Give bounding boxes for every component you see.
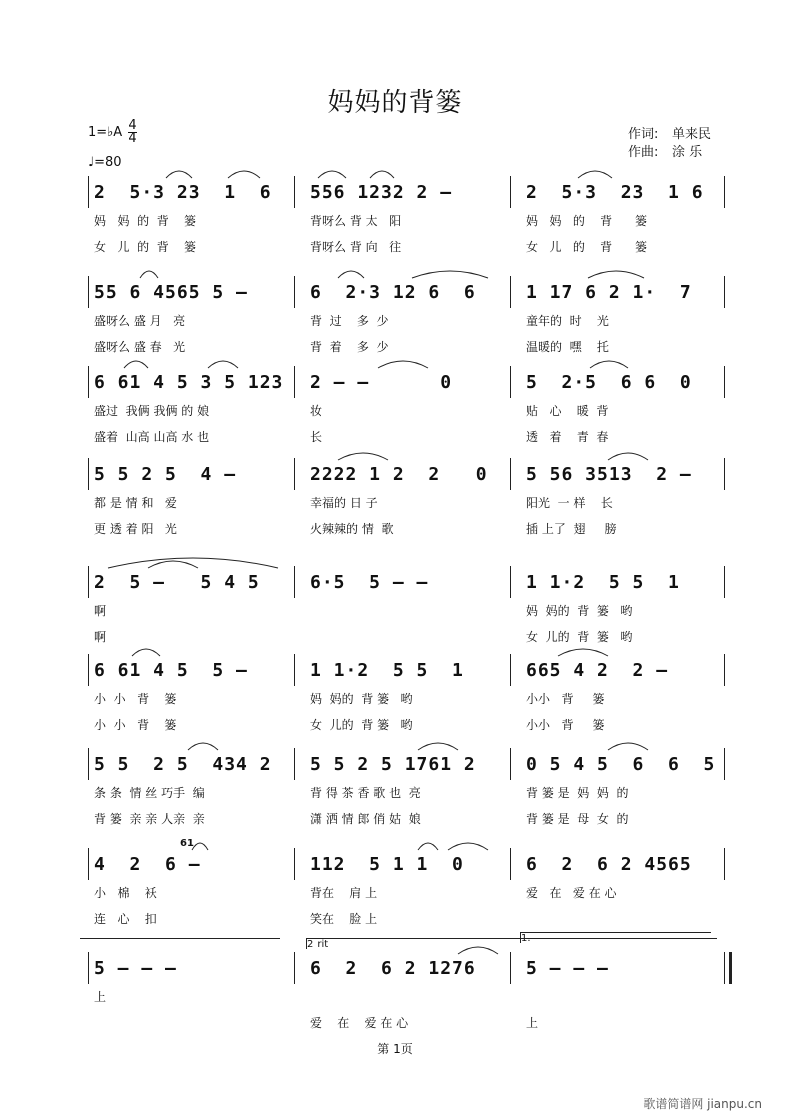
lyric-segment: 背 过 多 少 xyxy=(310,314,389,328)
lyric-segment: 贴 心 暖 背 xyxy=(526,404,609,418)
lyric-segment: 都 是 情 和 爱 xyxy=(94,496,177,510)
lyric-segment: 插 上了 翅 膀 xyxy=(526,522,617,536)
lyric-segment: 小小 背 篓 xyxy=(526,718,605,732)
lyricist: 单来民 xyxy=(672,127,712,142)
lyric-segment: 背在 肩 上 xyxy=(310,886,378,900)
measure-notes: 6 2 6 2 4565 xyxy=(526,854,692,875)
lyric-segment: 火辣辣的 情 歌 xyxy=(310,522,394,536)
slur-arcs xyxy=(88,636,728,660)
page-number: 第 1页 xyxy=(377,1042,413,1056)
time-bottom: 4 xyxy=(128,131,137,146)
lyric-segment: 背呀么 背 向 往 xyxy=(310,240,402,254)
key-signature xyxy=(88,120,137,145)
lyric-segment: 小小 背 篓 xyxy=(526,692,605,706)
lyric-segment: 盛呀么 盛 月 亮 xyxy=(94,314,186,328)
lyric-segment: 妈 妈的 背 篓 哟 xyxy=(310,692,413,706)
lyric-segment: 小 小 背 篓 xyxy=(94,718,177,732)
time-top: 4 xyxy=(128,118,137,133)
volta-2-number: 2 xyxy=(307,939,314,950)
lyric-segment: 背 篓 是 妈 妈 的 xyxy=(526,786,629,800)
notes-row xyxy=(88,748,728,780)
lyric-segment: 女 儿的 背 篓 哟 xyxy=(526,630,633,644)
measure-notes: 2 5·3 23 1 6 xyxy=(526,182,704,203)
credits xyxy=(628,126,711,162)
lyric-segment: 阳光 一 样 长 xyxy=(526,496,613,510)
lyric-segment: 盛呀么 盛 春 光 xyxy=(94,340,186,354)
lyric-segment: 女 儿 的 背 篓 xyxy=(94,240,196,254)
tempo-mark: ♩=80 xyxy=(88,155,122,170)
lyric-segment: 盛着 山高 山高 水 也 xyxy=(94,430,210,444)
lyric-segment: 小 小 背 篓 xyxy=(94,692,177,706)
lyric-segment: 背 得 茶 香 歌 也 亮 xyxy=(310,786,421,800)
lyric-segment: 妈 妈 的 背 篓 xyxy=(526,214,648,228)
measure-notes: 5 2·5 6 6 0 xyxy=(526,372,692,393)
lyric-segment: 上 xyxy=(94,990,107,1004)
lyric-segment: 背 着 多 少 xyxy=(310,340,389,354)
lyric-segment: 透 着 青 春 xyxy=(526,430,609,444)
lyric-segment: 潇 洒 情 郎 俏 姑 娘 xyxy=(310,812,421,826)
grace-note: 61 xyxy=(180,838,194,849)
measure-notes: 665 4 2 2 — xyxy=(526,660,669,681)
lyric-segment: 更 透 着 阳 光 xyxy=(94,522,177,536)
lyric-segment: 上 xyxy=(526,1016,539,1030)
lyric-segment: 笑在 脸 上 xyxy=(310,912,378,926)
lyric-segment: 幸福的 日 子 xyxy=(310,496,378,510)
measure-notes: 2 5 — 5 4 5 xyxy=(94,572,260,593)
lyric-segment: 爱 在 爱 在 心 xyxy=(310,1016,409,1030)
measure-notes: 2 5·3 23 1 6 xyxy=(94,182,272,203)
measure-notes: 6 61 4 5 3 5 123 xyxy=(94,372,284,393)
lyric-segment: 啊 xyxy=(94,604,107,618)
volta-2 xyxy=(306,938,717,949)
measure-notes: 1 1·2 5 5 1 xyxy=(310,660,464,681)
lyric-segment: 条 条 情 丝 巧手 编 xyxy=(94,786,205,800)
lyric-segment: 妈 妈 的 背 篓 xyxy=(94,214,196,228)
measure-notes: 5 5 2 5 434 2 xyxy=(94,754,272,775)
lyricist-label: 作词: xyxy=(628,127,659,142)
measure-notes: 6 2 6 2 1276 xyxy=(310,958,476,979)
lyric-segment: 小 棉 袄 xyxy=(94,886,157,900)
slur-arcs xyxy=(88,348,728,372)
composer: 涂 乐 xyxy=(672,145,703,160)
lyric-segment: 女 儿 的 背 篓 xyxy=(526,240,648,254)
measure-notes: 4 2 6 — xyxy=(94,854,201,875)
measure-notes: 556 1232 2 — xyxy=(310,182,453,203)
lyric-segment: 温暖的 嘿 托 xyxy=(526,340,609,354)
lyric-segment: 连 心 扣 xyxy=(94,912,157,926)
key-label: 1=♭A xyxy=(88,125,123,140)
notes-row xyxy=(88,848,728,880)
measure-notes: 2 — — 0 xyxy=(310,372,453,393)
notes-row xyxy=(88,276,728,308)
measure-notes: 1 17 6 2 1· 7 xyxy=(526,282,692,303)
lyric-segment: 背 篓 亲 亲 人亲 亲 xyxy=(94,812,205,826)
slur-arcs xyxy=(88,440,728,464)
ending-line xyxy=(80,938,280,939)
lyric-segment: 啊 xyxy=(94,630,107,644)
watermark: 歌谱简谱网 jianpu.cn xyxy=(643,1097,762,1111)
measure-notes: 112 5 1 1 0 xyxy=(310,854,464,875)
slur-arcs xyxy=(88,548,728,572)
song-title: 妈妈的背篓 xyxy=(327,88,463,118)
measure-notes: 5 5 2 5 1761 2 xyxy=(310,754,476,775)
notes-row xyxy=(88,654,728,686)
measure-notes: 5 56 3513 2 — xyxy=(526,464,692,485)
lyric-segment: 长 xyxy=(310,430,323,444)
lyric-segment: 背呀么 背 太 阳 xyxy=(310,214,402,228)
slur-arcs xyxy=(88,158,728,182)
measure-notes: 6·5 5 — — xyxy=(310,572,429,593)
slur-arcs xyxy=(88,730,728,754)
measure-notes: 5 5 2 5 4 — xyxy=(94,464,237,485)
measure-notes: 5 — — — xyxy=(94,958,177,979)
measure-notes: 1 1·2 5 5 1 xyxy=(526,572,680,593)
measure-notes: 5 — — — xyxy=(526,958,609,979)
ritardando-mark: rit xyxy=(317,939,329,950)
measure-notes: 6 2·3 12 6 6 xyxy=(310,282,476,303)
lyric-segment: 童年的 时 光 xyxy=(526,314,609,328)
notes-row xyxy=(88,952,728,984)
measure-notes: 0 5 4 5 6 6 5 xyxy=(526,754,716,775)
measure-notes: 6 61 4 5 5 — xyxy=(94,660,248,681)
slur-arcs xyxy=(88,258,728,282)
measure-notes: 55 6 4565 5 — xyxy=(94,282,248,303)
lyric-segment: 妆 xyxy=(310,404,323,418)
lyric-segment: 妈 妈的 背 篓 哟 xyxy=(526,604,633,618)
lyric-segment: 盛过 我俩 我俩 的 娘 xyxy=(94,404,210,418)
lyric-segment: 爱 在 爱 在 心 xyxy=(526,886,617,900)
volta-1: 1. xyxy=(520,932,711,943)
notes-row xyxy=(88,566,728,598)
lyric-segment: 背 篓 是 母 女 的 xyxy=(526,812,629,826)
composer-label: 作曲: xyxy=(628,145,659,160)
notes-row xyxy=(88,176,728,208)
lyric-segment: 女 儿的 背 篓 哟 xyxy=(310,718,413,732)
notes-row xyxy=(88,458,728,490)
measure-notes: 2222 1 2 2 0 xyxy=(310,464,488,485)
notes-row xyxy=(88,366,728,398)
